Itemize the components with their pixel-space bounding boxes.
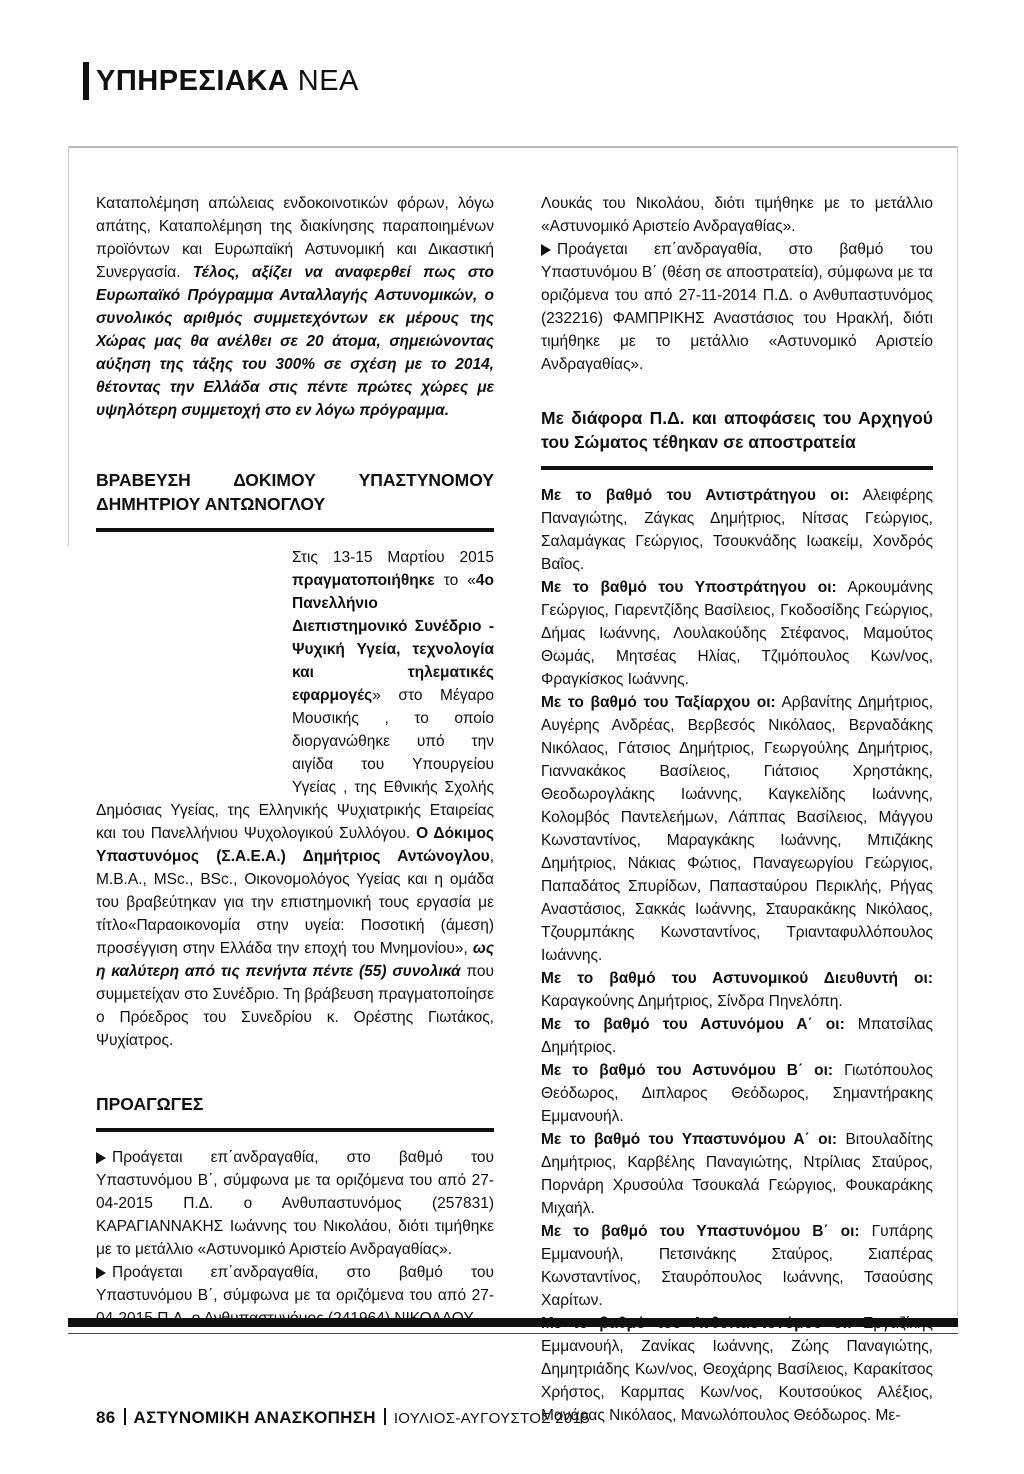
frame-top-line [68,146,958,148]
award-article: Στις 13-15 Μαρτίου 2015 πραγματοποιήθηκε το «4ο Πανελλήνιο Διεπιστημονικό Συνέδριο - Ψυχική Υγεία, τεχνολογία και τηλεματικές εφαρμογές» στο Μέγαρο Μουσικής , το οποίο διοργανώθηκε υπό την αιγίδα του Υπουργείου Υγείας , της Εθνικής Σχολής Δημόσιας Υγείας, της Ελληνικής Ψυχιατρικής Εταιρείας και του Πανελλήνιου Ψυχολογικού Συλλόγου. Ο Δόκιμος Υπαστυνόμος (Σ.Α.Ε.Α.) Δημήτριος Αντώνογλου, Μ.Β.Α., MSc., BSc., Οικονομολόγος Υγείας και η ομάδα του βραβεύτηκαν για την επιστημονική τους εργασία με τίτλο«Παραοικονομία στην υγεία: Ποσοτική (άμεση) προσέγγιση στην Ελλάδα την εποχή του Μνημονίου», ως η καλύτερη από τις πενήντα πέντε (55) συνολικά που συμμετείχαν στο Συνέδριο. Τη βράβευση πραγματοποίησε ο Πρόεδρος του Συνεδρίου κ. Ορέστης Γιωτάκος, Ψυχίατρος. [96,546,494,1052]
award-rule [96,528,494,532]
arrow-bullet-icon [541,244,551,256]
promotions-heading: ΠΡΟΑΓΩΓΕΣ [96,1094,204,1114]
rank-entry: Με το βαθμό του Ταξίαρχου οι: Αρβανίτης Δημήτριος, Αυγέρης Ανδρέας, Βερβεσός Νικόλαος, Βερναδάκης Νικόλαος, Γάτσιος Δημήτριος, Γεωργούλης Δημήτριος, Γιαννακάκος Βασίλειος, Γιάτσιος Χρηστάκης, Θεοδωρογλάκης Ιωάννης, Καγκελίδης Ιωάννης, Κολομβός Παντελεήμων, Λάππας Βασίλειος, Μάγγου Κωνσταντίνος, Μαραγκάκης Ιωάννης, Μπιζάκης Δημήτριος, Νάκιας Φώτιος, Παναγεωργίου Γεώργιος, Παπαδάτος Σπυρίδων, Παπασταύρου Περικλής, Ρήγας Αναστάσιος, Σακκάς Ιωάννης, Σταυρακάκης Νικόλαος, Τζουρμπάκης Κωνσταντίνος, Τριανταφυλλόπουλος Ιωάννης. [541,694,933,964]
photo-placeholder [96,546,278,784]
rank-entry: Με το βαθμό του Αστυνομικού Διευθυντή οι: Καραγκούνης Δημήτριος, Σίνδρα Πηνελόπη. [541,970,933,1010]
page-number: 86 [96,1408,116,1427]
award-heading: ΒΡΑΒΕΥΣΗ ΔΟΚΙΜΟΥ ΥΠΑΣΤΥΝΟΜΟΥ ΔΗΜΗΤΡΙΟΥ ΑΝΤΩΝΟΓΛΟΥ [96,470,494,514]
footer-separator [124,1408,126,1425]
magazine-title: ΑΣΤΥΝΟΜΙΚΗ ΑΝΑΣΚΟΠΗΣΗ [133,1408,376,1427]
rank-list [541,484,933,1427]
rank-entry: Εμμανουήλ, Ζανίκας Ιωάννης, Ζώης Παναγιώτης, Δημητριάδης Κων/νος, Θεοχάρης Βασίλειος, Καρακίτσος Χρήστος, Καρμπας Κων/νος, Κουτσούκος Αλέξιος, Μανάρας Νικόλαος, Μανωλόπουλος Θεόδωρος. Με- [541,1338,933,1424]
rank-entry: Με το βαθμό του Υπαστυνόμου Β΄ οι: Γυπάρης Εμμανουήλ, Πετσινάκης Σταύρος, Σιαπέρας Κωνσταντίνος, Σταυρόπουλος Ιωάννης, Τσαούσης Χαρίτων. [541,1223,933,1309]
arrow-bullet-icon [96,1267,106,1279]
section-header: ΥΠΗΡΕΣΙΑΚΑ ΝΕΑ [96,65,359,97]
footer-thin-rule [68,1333,958,1334]
right-column [541,192,933,1427]
continued-paragraph: Λουκάς του Νικολάου, διότι τιμήθηκε με το μετάλλιο «Αστυνομικό Αριστείο Ανδραγαθίας». [541,195,933,235]
retirement-rule [541,466,933,470]
promotion-item: Προάγεται επ΄ανδραγαθία, στο βαθμό του Υπαστυνόμου Β΄ (θέση σε αποστρατεία), σύμφωνα με τα οριζόμενα του από 27-11-2014 Π.Δ. ο Ανθυπαστυνόμος (232216) ΦΑΜΠΡΙΚΗΣ Αναστάσιος του Ηρακλή, διότι τιμήθηκε με το μετάλλιο «Αστυνομικό Αριστείο Ανδραγαθίας». [541,241,933,373]
left-column [96,192,494,1330]
frame-left-line [68,146,69,546]
arrow-bullet-icon [96,1152,106,1164]
intro-paragraph: Καταπολέμηση απώλειας ενδοκοινοτικών φόρων, λόγω απάτης, Καταπολέμηση της διακίνησης παραποιημένων προϊόντων και Ευρωπαϊκή Αστυνομική και Δικαστική Συνεργασία. Τέλος, αξίζει να αναφερθεί πως στο Ευρωπαϊκό Πρόγραμμα Ανταλλαγής Αστυνομικών, ο συνολικός αριθμός συμμετεχόντων εκ μέρους της Χώρας μας θα ανέλθει σε 20 άτομα, σημειώνοντας αύξηση της τάξης του 300% σε σχέση με το 2014, θέτοντας την Ελλάδα στις πέντε πρώτες χώρες με υψηλότερη συμμετοχή στο εν λόγω πρόγραμμα. [96,195,494,419]
issue-label: ΙΟΥΛΙΟΣ-ΑΥΓΟΥΣΤΟΣ 2015 [393,1410,590,1427]
header-accent-bar [83,62,89,100]
footer-thick-rule [68,1318,958,1327]
footer-separator [384,1408,386,1425]
page-footer [96,1408,590,1428]
promotions-rule [96,1128,494,1132]
rank-entry: Με το βαθμό του Υποστράτηγου οι: Αρκουμάνης Γεώργιος, Γιαρεντζίδης Βασίλειος, Γκοδοσίδης Γεώργιος, Δήμας Ιωάννης, Λουλακούδης Στέφανος, Μαμούτος Θωμάς, Μητσέας Ηλίας, Τζιμόπουλος Κων/νος, Φραγκίσκος Ιωάννης. [541,579,933,688]
rank-entry: Με το βαθμό του Αστυνόμου Β΄ οι: Γιωτόπουλος Θεόδωρος, Διπλαρος Θεόδωρος, Σημαντήρακης Εμμανουήλ. [541,1062,933,1125]
rank-entry: Με το βαθμό του Υπαστυνόμου Α΄ οι: Βιτουλαδίτης Δημήτριος, Καρβέλης Παναγιώτης, Ντρίλιας Σταύρος, Πορνάρη Χρυσούλα Τσουκαλά Γεώργιος, Φουκαράκης Μιχαήλ. [541,1131,933,1217]
promotion-item: Προάγεται επ΄ανδραγαθία, στο βαθμό του Υπαστυνόμου Β΄, σύμφωνα με τα οριζόμενα του από 27-04-2015 Π.Δ. ο Ανθυπαστυνόμος (257831) ΚΑΡΑΓΙΑΝΝΑΚΗΣ Ιωάννης του Νικολάου, διότι τιμήθηκε με το μετάλλιο «Αστυνομικό Αριστείο Ανδραγαθίας». [96,1149,494,1258]
rank-entry: Με το βαθμό του Αστυνόμου Α΄ οι: Μπατσίλας Δημήτριος. [541,1016,934,1056]
rank-entry: Με το βαθμό του Αντιστράτηγου οι: Αλειφέρης Παναγιώτης, Ζάγκας Δημήτριος, Νίτσας Γεώργιος, Σαλαμάγκας Γεώργιος, Τσουκνάδης Ιωακείμ, Χονδρός Βαΐος. [541,487,934,573]
frame-right-line [957,146,958,1316]
promotion-item: Προάγεται επ΄ανδραγαθία, στο βαθμό του Υπαστυνόμου Β΄, σύμφωνα με τα οριζόμενα του από 27- [96,1264,494,1304]
retirement-heading: Με διάφορα Π.Δ. και αποφάσεις του Αρχηγού του Σώματος τέθηκαν σε αποστρατεία [541,408,933,452]
